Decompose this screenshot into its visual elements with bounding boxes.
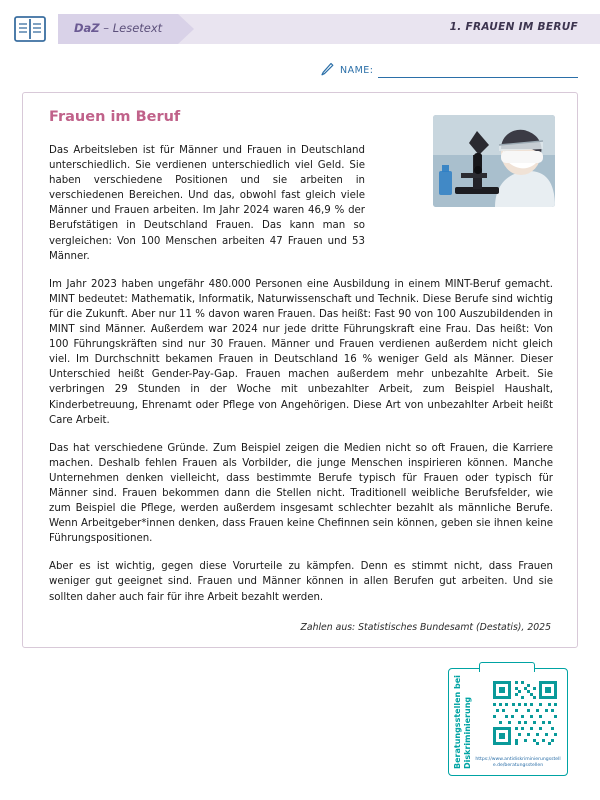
qr-vertical-label: Beratungsstellen bei Diskriminierung (453, 675, 472, 769)
source-note: Zahlen aus: Statistisches Bundesamt (Destatis), 2025 (300, 622, 551, 633)
name-field[interactable] (320, 62, 580, 82)
chapter-title: 1. FRAUEN IM BERUF (449, 21, 578, 33)
header-label-rest: – Lesetext (99, 21, 163, 35)
page-header (0, 0, 600, 56)
article-card (22, 92, 578, 648)
qr-callout[interactable] (448, 668, 568, 776)
header-label-bold: DaZ (74, 21, 100, 35)
article-body (49, 143, 553, 618)
pen-icon (320, 62, 334, 78)
paragraph-3: Das hat verschiedene Gründe. Zum Beispiel zeigen die Medien nicht so oft Frauen, die Karriere machen. Deshalb fehlen Frauen als Vorbilder, die junge Menschen inspirieren können. Manche Unternehmen denken vielleicht, dass bestimmte Berufe typisch für Frauen oder typisch für Männer sind. Frauen bekommen dann die Stellen nicht. Traditionell weibliche Berufsfelder, wie zum Beispiel die Pflege, werden außerdem insgesamt schlechter bezahlt als männliche Berufe. Wenn Arbeitgeber*innen denken, dass Frauen keine Chefinnen sein können, geben sie ihnen keine Führungspositionen. (49, 442, 553, 545)
qr-callout-tab (479, 662, 535, 672)
qr-code[interactable] (491, 679, 559, 747)
page-footer (22, 660, 578, 780)
open-book-icon (14, 14, 46, 44)
article-title: Frauen im Beruf (49, 109, 181, 125)
name-label: NAME: (340, 65, 374, 76)
name-input-line[interactable] (378, 77, 578, 78)
header-label (74, 21, 162, 35)
qr-url-label: https://www.antidiskriminierungsstelle.de/beratungsstellen (475, 757, 561, 768)
paragraph-4: Aber es ist wichtig, gegen diese Vorurteile zu kämpfen. Denn es stimmt nicht, dass Frauen weniger gut geeignet sind. Frauen und Männer können in allen Berufen gut arbeiten. Und sie sollten daher auch fair für ihre Arbeit bezahlt werden. (49, 561, 553, 603)
paragraph-2: Im Jahr 2023 haben ungefähr 480.000 Personen eine Ausbildung in einem MINT-Beruf gemacht. MINT bedeutet: Mathematik, Informatik, Naturwissenschaft und Technik. Diese Berufe sind wichtig für die Zukunft. Aber nur 11 % davon waren Frauen. Das heißt: Fast 90 von 100 Auszubildenden in MINT sind Männer. Außerdem war 2024 nur jede dritte Führungskraft eine Frau. Das heißt: Von 100 Führungskräften sind nur 30 Frauen. Männer und Frauen verdienen außerdem nicht gleich viel. Im Durchschnitt bekamen Frauen in Deutschland 16 % weniger Geld als Männer. Dieser Unterschied heißt Gender-Pay-Gap. Frauen machen außerdem mehr unbezahlte Arbeit. Sie verbringen 29 Stunden in der Woche mit unbezahlter Arbeit, zum Beispiel Haushalt, Kinderbetreuung, Ehrenamt oder Pflege von Angehörigen. Diese Art von unbezahlter Arbeit heißt Care Arbeit. (49, 278, 553, 426)
paragraph-1: Das Arbeitsleben ist für Männer und Frauen in Deutschland unterschiedlich. Sie verdienen unterschiedlich viel Geld. Sie haben verschiedene Positionen und sie arbeiten in verschiedenen Bereichen. Und das, obwohl fast gleich viele Männer und Frauen arbeiten. Im Jahr 2024 waren 46,9 % der Berufstätigen in Deutschland Frauen. Das kann man so vergleichen: Von 100 Menschen arbeiten 47 Frauen und 53 Männer. (49, 145, 365, 262)
